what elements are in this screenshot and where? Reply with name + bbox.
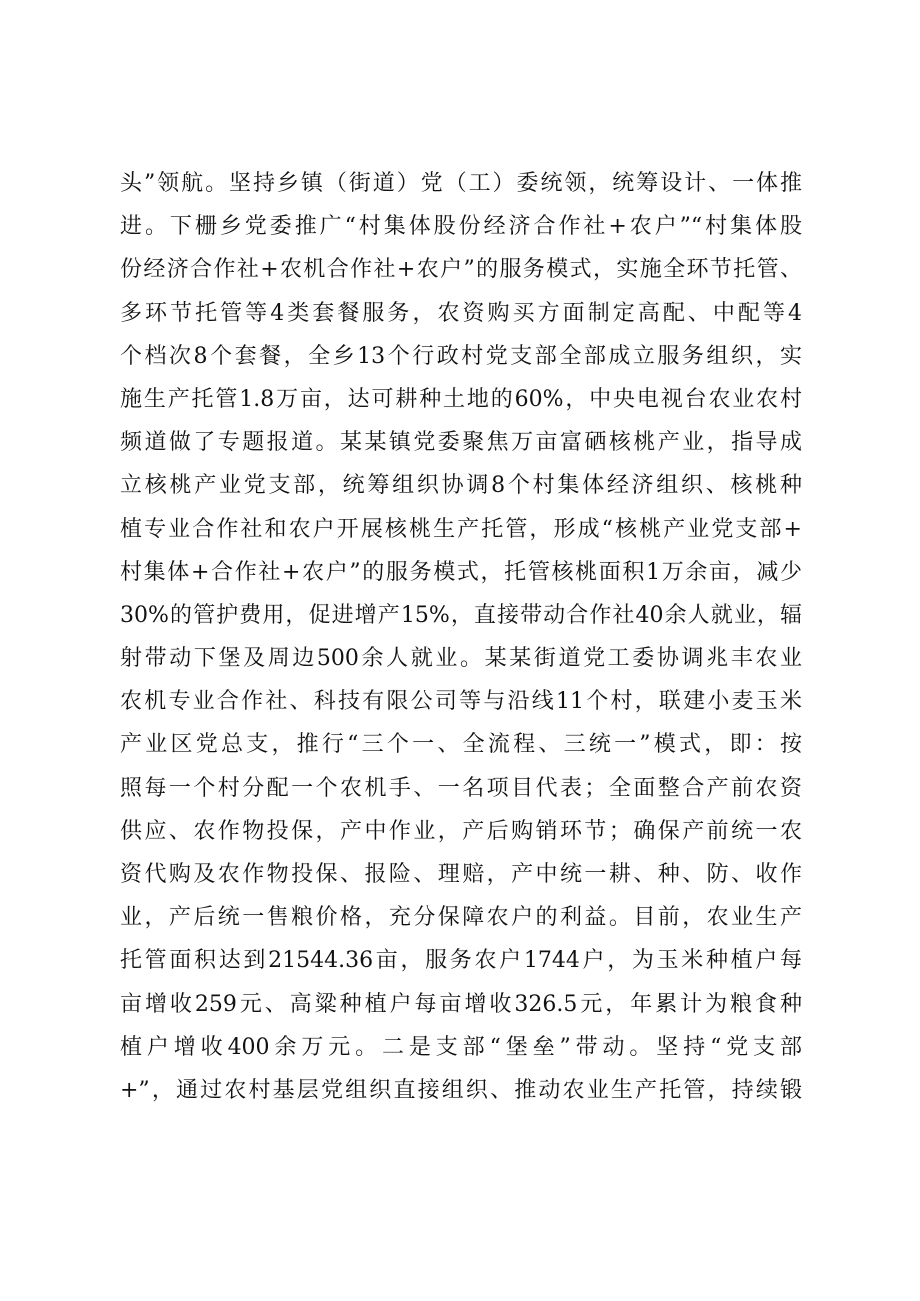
text-line: 资代购及农作物投保、报险、理赔，产中统一耕、种、防、收作 bbox=[120, 862, 802, 887]
text-line: 份经济合作社+农机合作社+农户”的服务模式，实施全环节托管、 bbox=[120, 257, 802, 283]
text-line: 产业区党总支，推行“三个一、全流程、三统一”模式，即：按 bbox=[120, 732, 802, 758]
text-line: 进。下栅乡党委推广“村集体股份经济合作社+农户”“村集体股 bbox=[120, 214, 802, 240]
text-line: 个档次8个套餐，全乡13个行政村党支部全部成立服务组织，实 bbox=[120, 343, 802, 369]
text-line: 植专业合作社和农户开展核桃生产托管，形成“核桃产业党支部+ bbox=[120, 516, 802, 542]
text-line: 频道做了专题报道。某某镇党委聚焦万亩富硒核桃产业，指导成 bbox=[120, 430, 802, 456]
text-line: 农机专业合作社、科技有限公司等与沿线11个村，联建小麦玉米 bbox=[120, 689, 802, 715]
text-line: 供应、农作物投保，产中作业，产后购销环节；确保产前统一农 bbox=[120, 818, 802, 844]
text-line: 头”领航。坚持乡镇（街道）党（工）委统领，统筹设计、一体推 bbox=[120, 171, 802, 196]
body-text bbox=[120, 162, 802, 1112]
text-line: +”，通过农村基层党组织直接组织、推动农业生产托管，持续锻 bbox=[120, 1077, 802, 1103]
text-line: 业，产后统一售粮价格，充分保障农户的利益。目前，农业生产 bbox=[120, 905, 802, 931]
text-line: 托管面积达到21544.36亩，服务农户1744户，为玉米种植户每 bbox=[120, 948, 802, 974]
text-line: 村集体+合作社+农户”的服务模式，托管核桃面积1万余亩，减少 bbox=[120, 559, 802, 585]
text-line: 30%的管护费用，促进增产15%，直接带动合作社40余人就业，辐 bbox=[120, 602, 802, 628]
text-line: 施生产托管1.8万亩，达可耕种土地的60%，中央电视台农业农村 bbox=[120, 386, 802, 412]
text-line: 立核桃产业党支部，统筹组织协调8个村集体经济组织、核桃种 bbox=[120, 473, 802, 499]
text-line: 多环节托管等4类套餐服务，农资购买方面制定高配、中配等4 bbox=[120, 300, 802, 326]
text-line: 亩增收259元、高粱种植户每亩增收326.5元，年累计为粮食种 bbox=[120, 991, 802, 1017]
text-line: 植户增收400余万元。二是支部“堡垒”带动。坚持“党支部 bbox=[120, 1034, 802, 1060]
text-line: 照每一个村分配一个农机手、一名项目代表；全面整合产前农资 bbox=[120, 775, 802, 801]
text-line: 射带动下堡及周边500余人就业。某某街道党工委协调兆丰农业 bbox=[120, 646, 802, 672]
